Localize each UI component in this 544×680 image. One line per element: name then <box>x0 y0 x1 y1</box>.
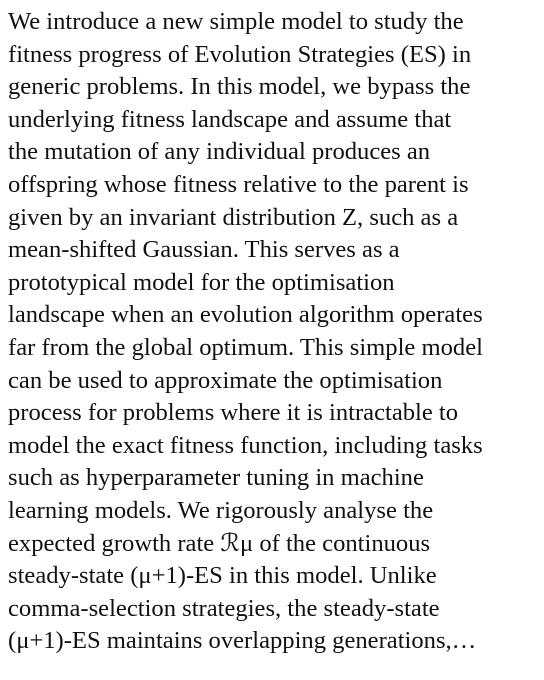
text-line: far from the global optimum. This simple model <box>8 333 483 361</box>
text-line: generic problems. In this model, we bypass the <box>8 73 471 101</box>
text-line: can be used to approximate the optimisation <box>8 366 443 394</box>
text-line: learning models. We rigorously analyse the <box>8 496 434 524</box>
abstract-text <box>8 6 544 658</box>
text-line: underlying fitness landscape and assume that <box>8 105 452 133</box>
text-line: mean-shifted Gaussian. This serves as a <box>8 236 400 264</box>
text-line: landscape when an evolution algorithm operates <box>8 301 483 329</box>
text-line: process for problems where it is intractable to <box>8 399 459 427</box>
text-line: We introduce a new simple model to study the <box>8 8 464 35</box>
text-line: such as hyperparameter tuning in machine <box>8 464 424 492</box>
text-line: offspring whose fitness relative to the parent is <box>8 170 469 198</box>
text-line: model the exact fitness function, including tasks <box>8 431 483 459</box>
text-line: expected growth rate ℛμ of the continuous <box>8 529 431 557</box>
text-line: (μ+1)-ES maintains overlapping generations,… <box>8 627 477 655</box>
text-line: fitness progress of Evolution Strategies (ES) in <box>8 40 472 68</box>
text-line: steady-state (μ+1)-ES in this model. Unlike <box>8 562 437 590</box>
text-line: given by an invariant distribution Z, such as a <box>8 203 459 231</box>
text-line: the mutation of any individual produces an <box>8 138 431 166</box>
text-line: comma-selection strategies, the steady-state <box>8 594 440 622</box>
text-line: prototypical model for the optimisation <box>8 268 395 296</box>
